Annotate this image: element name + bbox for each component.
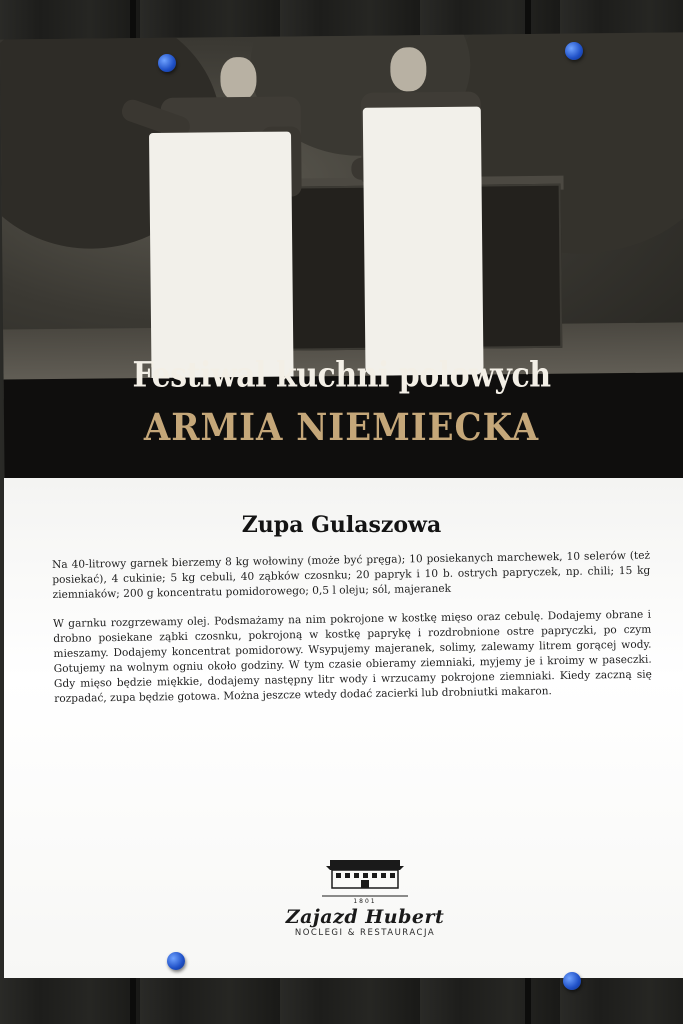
banner-title: Festiwal kuchni polowych bbox=[132, 355, 551, 396]
push-pin bbox=[158, 54, 176, 72]
push-pin bbox=[565, 42, 583, 60]
logo-year: 1801 bbox=[353, 898, 377, 904]
zajazd-hubert-logo bbox=[270, 858, 460, 948]
logo-name: Zajazd Hubert bbox=[285, 906, 445, 928]
push-pin bbox=[167, 952, 185, 970]
instructions-text: W garnku rozgrzewamy olej. Podsmażamy na nim pokrojone w kostkę mięso oraz cebulę. Dodajemy obrane i drobno posiekane ząbki czosnku, pokrojoną w kostkę paprykę i rozdrobnione ostre papryczki, po czym mieszamy. Dodajemy koncentrat pomidorowy. Wsypujemy majeranek, solimy, zalewamy litrem gorącej wody. Gotujemy na wolnym ogniu około godziny. W tym czasie obieramy ziemniaki, myjemy je i kroimy w paseczki. Gdy mięso będzie miękkie, dodajemy następny litr wody i wrzucamy pokrojone ziemniaki. Kiedy zaczną się rozpadać, zupa będzie gotowa. Można jeszcze wtedy dodać zacierki lub drobniutki makaron. bbox=[52, 608, 652, 705]
cook-head bbox=[390, 47, 426, 91]
ingredients-text: Na 40-litrowy garnek bierzemy 8 kg wołowiny (może być pręga); 10 posiekanych marchewek, 10 selerów (też posiekać), 4 cukinie; 5 kg cebuli, 40 ząbków czosnku; 20 papryk i 10 b. ostrych papryczek, np. chili; 15 kg ziemniaków; 200 g koncentratu pomidorowego; 0,5 l oleju; sól, majeranek bbox=[52, 549, 651, 601]
push-pin bbox=[563, 972, 581, 990]
recipe-body bbox=[52, 549, 652, 721]
recipe-title: Zupa Gulaszowa bbox=[241, 512, 442, 538]
inn-building-icon bbox=[320, 858, 410, 904]
cook-apron bbox=[149, 132, 294, 385]
historic-photo bbox=[0, 32, 683, 399]
cook-apron bbox=[363, 107, 484, 376]
banner-subtitle: ARMIA NIEMIECKA bbox=[143, 406, 540, 450]
logo-tagline: NOCLEGI & RESTAURACJA bbox=[294, 928, 436, 938]
cook-head bbox=[220, 57, 256, 101]
